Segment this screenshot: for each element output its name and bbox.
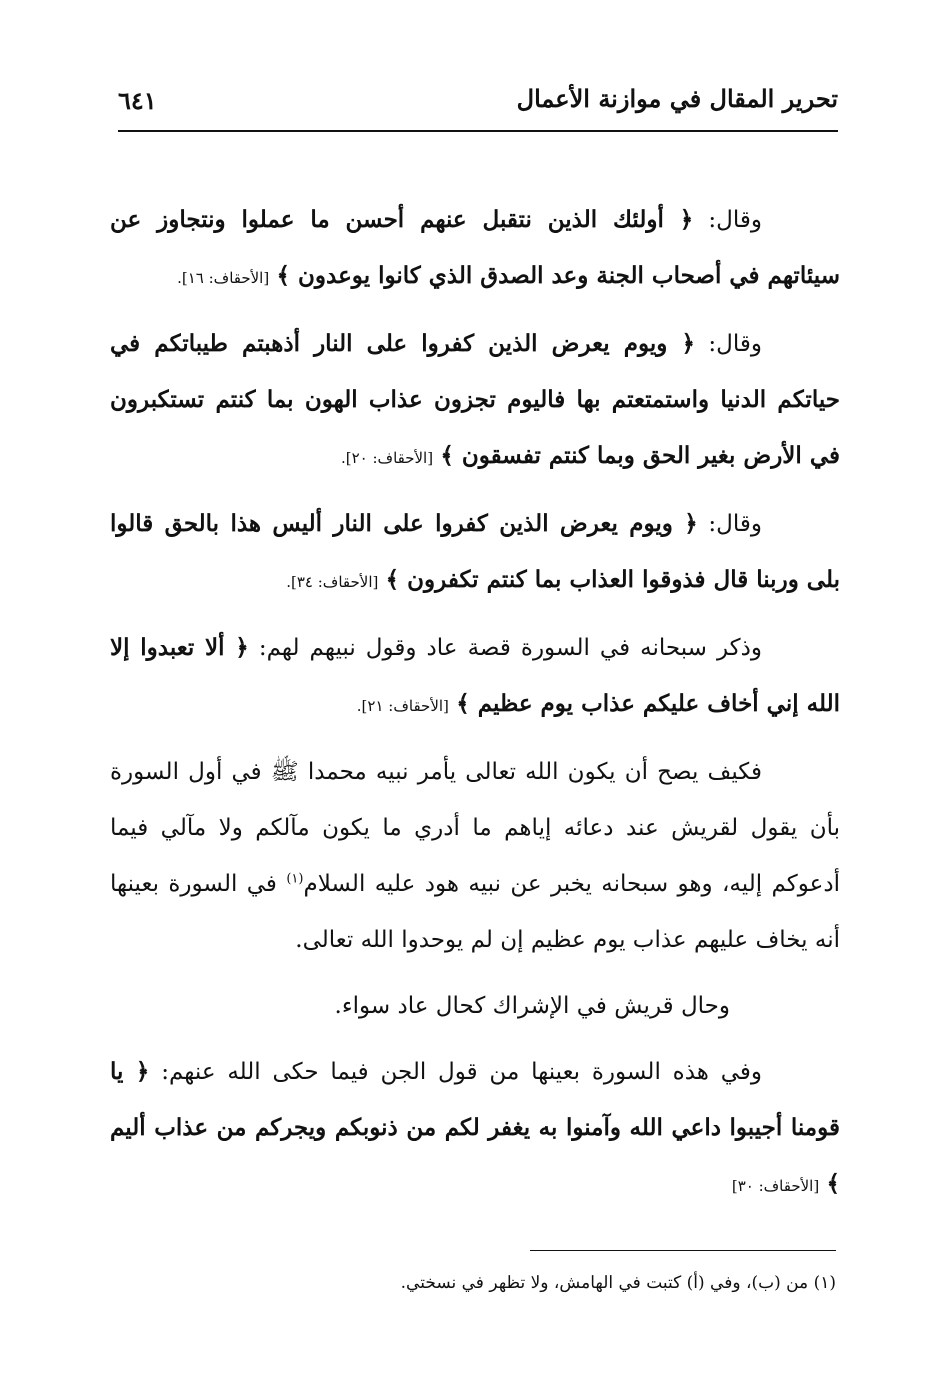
main-text <box>110 192 840 1224</box>
page-number: ٦٤١ <box>118 86 157 115</box>
paragraph-1 <box>110 192 840 306</box>
short-line: وحال قريش في الإشراك كحال عاد سواء. <box>334 993 730 1019</box>
footnote-divider <box>530 1250 836 1251</box>
verse-reference: [الأحقاف: ٣٠] <box>731 1177 820 1195</box>
verse-reference: [الأحقاف: ١٦]. <box>177 269 270 287</box>
header-divider <box>118 130 838 132</box>
quran-verse: ﴿ ويوم يعرض الذين كفروا على النار أذهبتم طيباتكم في حياتكم الدنيا واستمتعتم بها فاليوم تجزون عذاب الهون بما كنتم تستكبرون في الأرض بغير الحق وبما كنتم تفسقون ﴾ <box>110 330 840 469</box>
verse-reference: [الأحقاف: ٢٠]. <box>340 449 434 467</box>
quran-verse: ﴿ يا قومنا أجيبوا داعي الله وآمنوا به يغفر لكم من ذنوبكم ويجركم من عذاب أليم ﴾ <box>110 1058 840 1197</box>
running-header <box>118 80 838 124</box>
paragraph-3 <box>110 496 840 610</box>
prose-paragraph <box>110 744 840 968</box>
prose-text: فكيف يصح أن يكون الله تعالى يأمر نبيه محمدا ﷺ في أول السورة بأن يقول لقريش عند دعائه إياهم ما أدري ما يكون مآلكم ولا مآلي فيما أدعوكم إليه، وهو سبحانه يخبر عن نبيه هود عليه السلام <box>110 759 840 897</box>
header-title: تحرير المقال في موازنة الأعمال <box>516 84 838 113</box>
quran-verse: ﴿ أولئك الذين نتقبل عنهم أحسن ما عملوا ونتجاوز عن سيئاتهم في أصحاب الجنة وعد الصدق الذي كانوا يوعدون ﴾ <box>110 206 840 289</box>
quran-verse: ﴿ ويوم يعرض الذين كفروا على النار أليس هذا بالحق قالوا بلى وربنا قال فذوقوا العذاب بما كنتم تكفرون ﴾ <box>110 510 840 593</box>
paragraph-intro: وقال: <box>697 511 762 537</box>
verse-reference: [الأحقاف: ٣٤]. <box>286 573 379 591</box>
quran-verse: ﴿ ألا تعبدوا إلا الله إني أخاف عليكم عذاب يوم عظيم ﴾ <box>110 634 840 717</box>
paragraph-intro: وقال: <box>693 207 762 233</box>
paragraph-intro: وقال: <box>695 331 762 357</box>
prose-text-continued: في السورة بعينها أنه يخاف عليهم عذاب يوم عظيم إن لم يوحدوا الله تعالى. <box>110 871 840 953</box>
paragraph-intro: وفي هذه السورة بعينها من قول الجن فيما حكى الله عنهم: <box>149 1059 762 1085</box>
footnote: (١) من (ب)، وفي (أ) كتبت في الهامش، ولا تظهر في نسختي. <box>400 1273 836 1293</box>
footnote-marker: (١) <box>286 871 304 887</box>
paragraph-5 <box>110 1044 840 1214</box>
paragraph-2 <box>110 316 840 486</box>
paragraph-4 <box>110 620 840 734</box>
paragraph-intro: وذكر سبحانه في السورة قصة عاد وقول نبيهم لهم: <box>248 635 762 661</box>
verse-reference: [الأحقاف: ٢١]. <box>356 697 449 715</box>
